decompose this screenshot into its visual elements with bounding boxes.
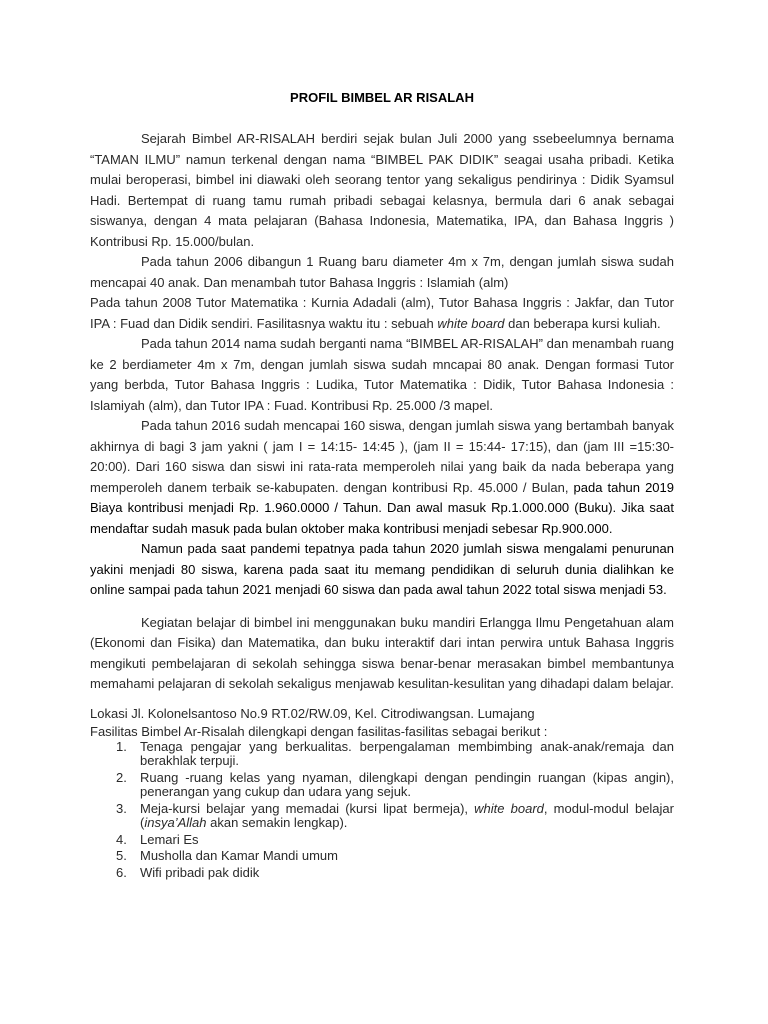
list-item-text: Musholla dan Kamar Mandi umum — [140, 848, 338, 863]
sejarah-text: Bimbel AR-RISALAH berdiri sejak bulan Juli 2000 yang ssebeelumnya bernama “TAMAN ILMU” namun terkenal dengan nama “BIMBEL PAK DIDIK” seagai usaha pribadi. Ketika mulai beroperasi, bimbel ini diawaki oleh seorang tentor yang sekaligus pendirinya : Didik Syamsul Hadi. Bertempat di ruang tamu rumah pribadi sebagai kelasnya, bermula dari 6 anak sebagai siswanya, dengan 4 mata pelajaran (Bahasa Indonesia, Matematika, IPA, dan Bahasa Inggris ) Kontribusi Rp. 15.000/bulan. — [90, 131, 674, 249]
lokasi-label: Lokasi — [90, 705, 128, 721]
fasilitas-label: Fasilitas — [90, 723, 138, 739]
list-number: 1. — [116, 738, 127, 754]
list-number: 5. — [116, 848, 127, 863]
list-item — [90, 866, 674, 881]
list-item-italic: white board — [474, 800, 544, 816]
paragraph-2020: Namun pada saat pandemi tepatnya pada tahun 2020 jumlah siswa mengalami penurunan yakini menjadi 80 siswa, karena pada saat itu memang pendidikan di seluruh dunia dialihkan ke online sampai pada tahun 2021 menjadi 60 siswa dan pada awal tahun 2022 total siswa menjadi 53. — [90, 541, 674, 597]
list-item-text: Ruang -ruang kelas yang nyaman, dilengkapi dengan pendingin ruangan (kipas angin), penerangan yang cukup dan udara yang sejuk. — [140, 769, 674, 799]
paragraph-2008 — [90, 293, 674, 334]
p2016-part1: Pada tahun 2016 sudah mencapai 160 siswa, dengan jumlah siswa yang bertambah banyak akhirnya di bagi 3 jam yakni ( jam I = 14:15- 14:45 ), (jam II = 15:44- 17:15), dan (jam III =15:30- 20:00). Dari 160 siswa dan siswi ini rata-rata memperoleh nilai yang baik da nada beberapa yang memperoleh danem terbaik se-kabupaten. dengan kontribusi Rp. 45.000 / Bulan, — [90, 418, 674, 495]
list-item — [90, 849, 674, 864]
lokasi-text: Jl. Kolonelsantoso No.9 RT.02/RW.09, Kel. Citrodiwangsan. Lumajang — [127, 705, 535, 721]
sejarah-label: Sejarah — [141, 131, 186, 146]
list-item-text-before: Meja-kursi belajar yang memadai (kursi lipat bermeja), — [140, 800, 475, 816]
list-item-text-after: akan semakin lengkap). — [206, 815, 348, 830]
lokasi-line — [90, 704, 674, 724]
paragraph-kegiatan: Kegiatan belajar di bimbel ini menggunakan buku mandiri Erlangga Ilmu Pengetahuan alam (Ekonomi dan Fisika) dan Matematika, dan buku interaktif dari intan perwira untuk Bahasa Inggris mengikuti pembelajaran di sekolah sehingga siswa benar-benar merasakan bimbel membantunya memahami pelajaran di sekolah sekaligus menjawab kesulitan-kesulitan yang dihadapi dalam belajar. — [90, 614, 674, 691]
paragraph-sejarah — [90, 129, 674, 252]
list-item-italic: insya’Allah — [144, 815, 207, 830]
facility-list — [90, 740, 674, 881]
list-number: 6. — [116, 864, 127, 880]
list-item-text: Wifi pribadi pak didik — [140, 864, 260, 880]
spacer — [90, 695, 674, 704]
document-page — [90, 88, 674, 882]
p2008-text-after: dan beberapa kursi kuliah. — [504, 315, 661, 331]
list-item — [90, 771, 674, 800]
list-item — [90, 802, 674, 831]
list-item — [90, 833, 674, 848]
paragraph-2016 — [90, 416, 674, 539]
list-number: 3. — [116, 800, 127, 816]
p2016-part2: pada tahun 2019 Biaya kontribusi menjadi Rp. 1.960.0000 / Tahun. Dan awal masuk Rp.1.000.000 (Buku). Jika saat mendaftar sudah masuk pada bulan oktober maka kontribusi menjadi sebesar Rp.900.000. — [90, 479, 674, 536]
list-number: 4. — [116, 831, 127, 847]
list-item-text: Lemari Es — [140, 831, 199, 847]
paragraph-2014: Pada tahun 2014 nama sudah berganti nama “BIMBEL AR-RISALAH” dan menambah ruang ke 2 berdiameter 4m x 7m, dengan jumlah siswa sudah mncapai 80 anak. Dengan formasi Tutor yang berbda, Tutor Bahasa Inggris : Ludika, Tutor Matematika : Didik, Tutor Bahasa Indonesia : Islamiyah (alm), dan Tutor IPA : Fuad. Kontribusi Rp. 25.000 /3 mapel. — [90, 336, 674, 413]
list-item-text-middle: , modul-modul belajar ( — [140, 800, 674, 830]
list-item-text: Tenaga pengajar yang berkualitas. berpengalaman membimbing anak-anak/remaja dan berakhlak terpuji. — [140, 738, 674, 768]
p2008-text-before: Pada tahun 2008 Tutor Matematika : Kurnia Adadali (alm), Tutor Bahasa Inggris : Jakfar, dan Tutor IPA : Fuad dan Didik sendiri. Fasilitasnya waktu itu : sebuah — [90, 295, 674, 331]
p2008-italic: white board — [437, 315, 505, 331]
fasilitas-line — [90, 724, 674, 740]
document-title: PROFIL BIMBEL AR RISALAH — [290, 90, 474, 105]
spacer — [90, 601, 674, 613]
fasilitas-text: Bimbel Ar-Risalah dilengkapi dengan fasilitas-fasilitas sebagai berikut : — [137, 723, 548, 739]
list-item — [90, 740, 674, 769]
paragraph-2006: Pada tahun 2006 dibangun 1 Ruang baru diameter 4m x 7m, dengan jumlah siswa sudah mencapai 40 anak. Dan menambah tutor Bahasa Inggris : Islamiah (alm) — [90, 254, 674, 290]
list-number: 2. — [116, 769, 127, 785]
